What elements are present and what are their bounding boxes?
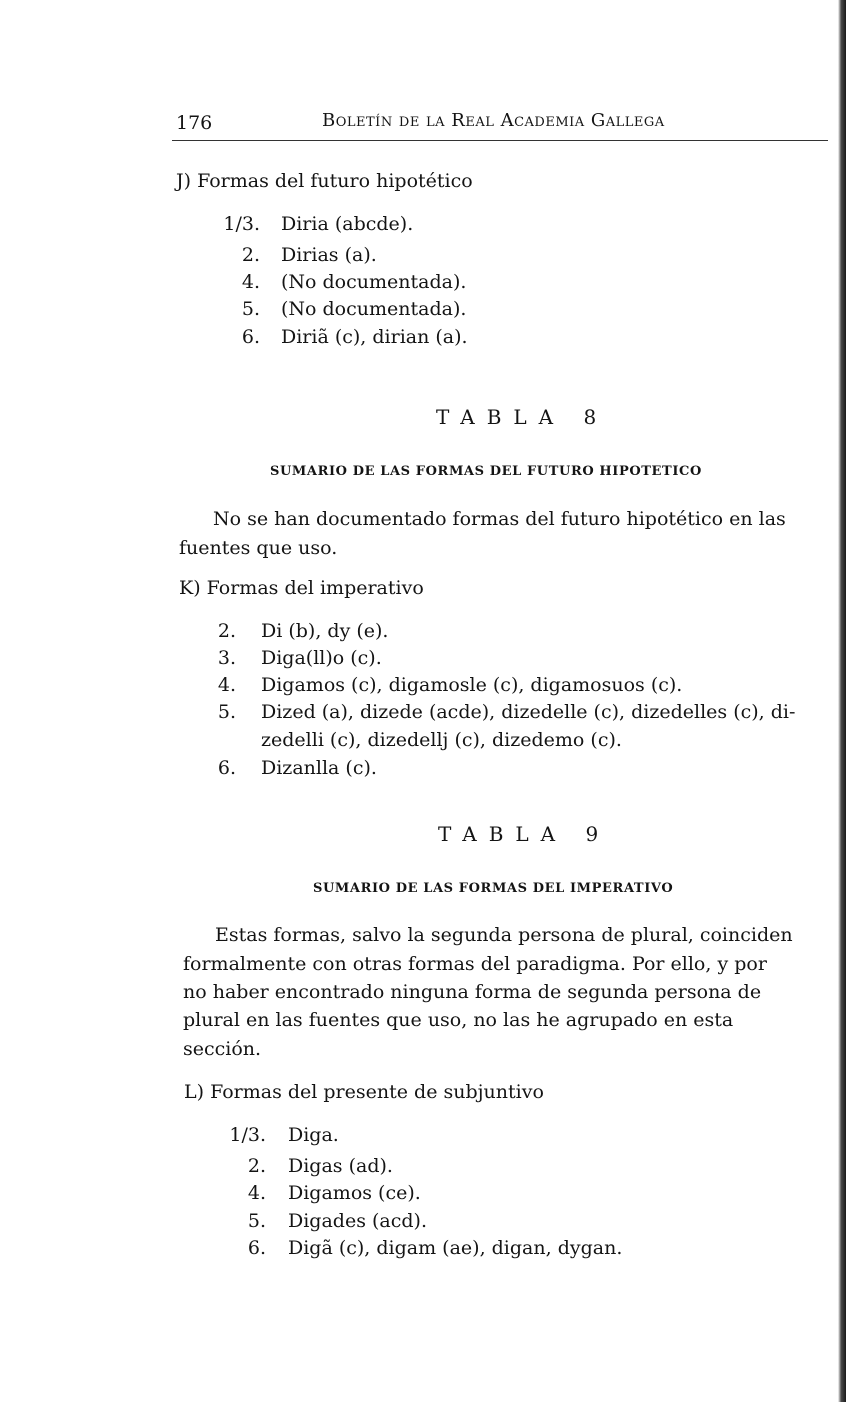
section-k-item-text: Digamos (c), digamosle (c), digamosuos (c).: [261, 674, 683, 696]
section-j-item-text: Diriã (c), dirian (a).: [281, 326, 468, 348]
tabla-9-paragraph-line: sección.: [183, 1038, 262, 1060]
tabla-9-paragraph-line: plural en las fuentes que uso, no las he agrupado en esta: [183, 1009, 734, 1031]
tabla-9-title: TABLA 9: [438, 822, 611, 846]
section-l-item-number: 6.: [247, 1237, 266, 1259]
section-l-item-text: Digades (acd).: [288, 1210, 427, 1232]
section-k-item-number: 6.: [217, 757, 236, 779]
tabla-8-title: TABLA 8: [436, 405, 609, 429]
section-k-item-number: 3.: [217, 647, 236, 669]
page-number: 176: [176, 112, 213, 134]
tabla-9-paragraph-line: formalmente con otras formas del paradigma. Por ello, y por: [183, 953, 767, 975]
section-j-item-number: 5.: [241, 298, 260, 320]
section-j-item-number: 4.: [241, 271, 260, 293]
section-k-item-text: Dizanlla (c).: [261, 757, 377, 779]
section-l-item-text: Digamos (ce).: [288, 1182, 421, 1204]
section-j-item-text: Diria (abcde).: [281, 213, 414, 235]
section-l-item-number: 2.: [247, 1155, 266, 1177]
tabla-8-subtitle: SUMARIO DE LAS FORMAS DEL FUTURO HIPOTETICO: [270, 464, 702, 479]
section-k-item-text: Dized (a), dizede (acde), dizedelle (c), dizedelles (c), di-: [261, 701, 796, 723]
section-k-heading: K) Formas del imperativo: [179, 577, 424, 599]
section-l-item-number: 5.: [247, 1210, 266, 1232]
tabla-9-subtitle: SUMARIO DE LAS FORMAS DEL IMPERATIVO: [313, 881, 674, 896]
tabla-9-paragraph-line: Estas formas, salvo la segunda persona de plural, coinciden: [215, 924, 793, 946]
section-k-item-number: 2.: [217, 620, 236, 642]
section-j-item-number: 1/3.: [223, 213, 260, 235]
header-rule: [172, 140, 828, 141]
running-title: Boletín de la Real Academia Gallega: [322, 110, 665, 131]
section-l-item-number: 1/3.: [229, 1124, 266, 1146]
section-j-heading: J) Formas del futuro hipotético: [176, 170, 473, 192]
tabla-9-paragraph-line: no haber encontrado ninguna forma de segunda persona de: [183, 981, 762, 1003]
section-j-item-text: Dirias (a).: [281, 244, 377, 266]
section-j-item-number: 2.: [241, 244, 260, 266]
page-edge-shadow: [838, 0, 846, 1402]
section-k-item-text: Di (b), dy (e).: [261, 620, 389, 642]
tabla-8-paragraph-line: No se han documentado formas del futuro hipotético en las: [213, 508, 786, 530]
section-l-heading: L) Formas del presente de subjuntivo: [184, 1081, 544, 1103]
section-l-item-text: Digã (c), digam (ae), digan, dygan.: [288, 1237, 623, 1259]
section-k-item-continuation: zedelli (c), dizedellj (c), dizedemo (c).: [261, 729, 622, 751]
section-k-item-number: 4.: [217, 674, 236, 696]
section-l-item-number: 4.: [247, 1182, 266, 1204]
section-j-item-text: (No documentada).: [281, 271, 467, 293]
section-k-item-number: 5.: [217, 701, 236, 723]
section-j-item-number: 6.: [241, 326, 260, 348]
tabla-8-paragraph-line: fuentes que uso.: [179, 537, 338, 559]
section-l-item-text: Digas (ad).: [288, 1155, 393, 1177]
section-k-item-text: Diga(ll)o (c).: [261, 647, 382, 669]
section-j-item-text: (No documentada).: [281, 298, 467, 320]
section-l-item-text: Diga.: [288, 1124, 339, 1146]
